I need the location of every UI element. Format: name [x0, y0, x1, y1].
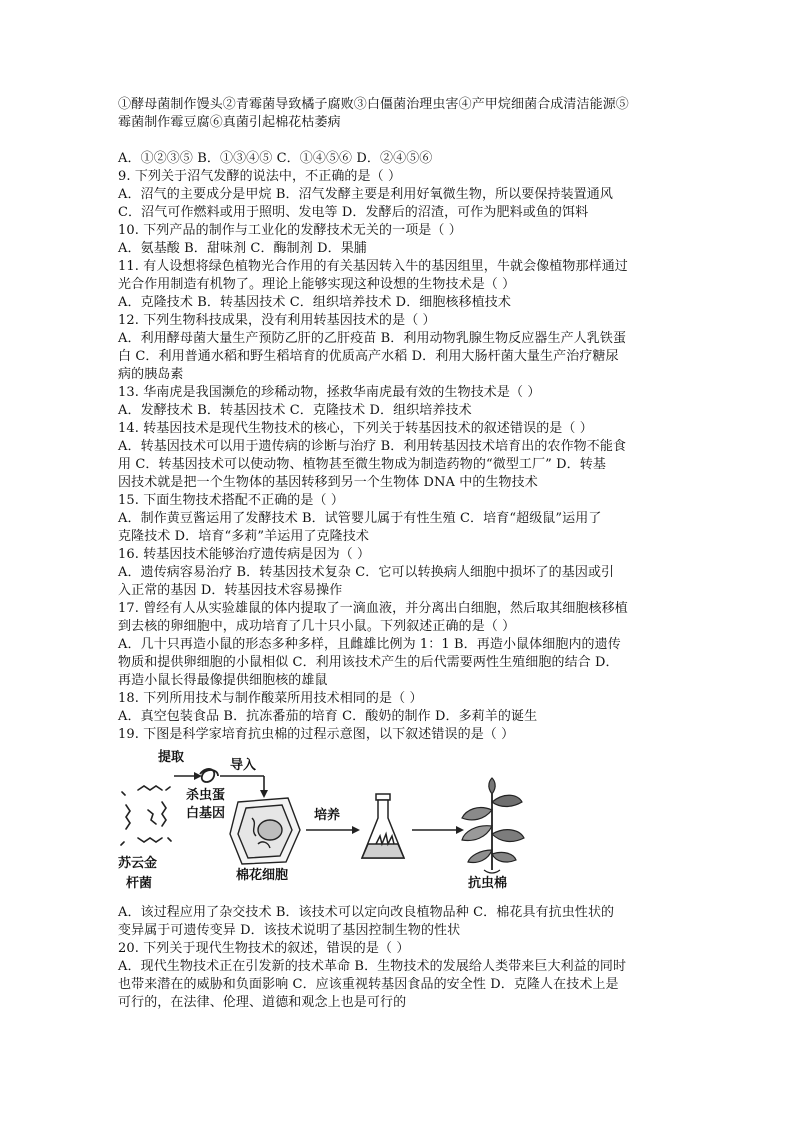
text-line: 变异属于可遗传变异 D．该技术说明了基因控制生物的性状	[118, 923, 461, 938]
text-line: A．利用酵母菌大量生产预防乙肝的乙肝疫苗 B．利用动物乳腺生物反应器生产人乳铁蛋	[118, 331, 627, 346]
text-line: 入正常的基因 D．转基因技术容易操作	[118, 583, 343, 598]
text-line: 16. 转基因技术能够治疗遗传病是因为（ ）	[118, 547, 371, 562]
text-line: 19. 下图是科学家培育抗虫棉的过程示意图，以下叙述错误的是（ ）	[118, 727, 515, 742]
text-line: 物质和提供卵细胞的小鼠相似 C．利用该技术产生的后代需要两性生殖细胞的结合 D．	[118, 655, 619, 670]
label-gene-line1: 杀虫蛋	[186, 788, 226, 803]
text-line: A．转基因技术可以用于遗传病的诊断与治疗 B．利用转基因技术培育出的农作物不能食	[118, 439, 627, 454]
text-line: 可行的，在法律、伦理、道德和观念上也是可行的	[118, 995, 407, 1010]
text-line: 光合作用制造有机物了。理论上能够实现这种设想的生物技术是（ ）	[118, 277, 516, 292]
text-line: A．①②③⑤ B．①③④⑤ C．①④⑤⑥ D．②④⑤⑥	[118, 151, 433, 166]
text-line: 克隆技术 D．培育“多莉”羊运用了克隆技术	[118, 529, 369, 544]
questions-block	[118, 150, 680, 744]
text-line: 14. 转基因技术是现代生物技术的核心，下列关于转基因技术的叙述错误的是（ ）	[118, 421, 593, 436]
label-bacteria-line1: 苏云金	[118, 856, 158, 871]
questions-block-bottom	[118, 904, 680, 1012]
text-line: 15. 下面生物技术搭配不正确的是（ ）	[118, 493, 344, 508]
text-line: A．沼气的主要成分是甲烷 B．沼气发酵主要是利用好氧微生物，所以要保持装置通风	[118, 187, 613, 202]
text-line: 13. 华南虎是我国濒危的珍稀动物，拯救华南虎最有效的生物技术是（ ）	[118, 385, 541, 400]
text-line: A．制作黄豆酱运用了发酵技术 B．试管婴儿属于有性生殖 C．培育“超级鼠”运用了	[118, 511, 602, 526]
bacteria-icon	[121, 786, 171, 845]
question-8-statements	[118, 96, 680, 132]
label-gene-line2: 白基因	[186, 806, 226, 821]
culture-flask-icon	[362, 794, 404, 858]
text-line: 再造小鼠长得最像提供细胞核的雄鼠	[118, 673, 328, 688]
text-line: 也带来潜在的威胁和负面影响 C．应该重视转基因食品的安全性 D．克隆人在技术上是	[118, 977, 619, 992]
text-line: A．克隆技术 B．转基因技术 C．组织培养技术 D．细胞核移植技术	[118, 295, 512, 310]
label-culture: 培养	[314, 808, 341, 823]
text-line: A．该过程应用了杂交技术 B．该技术可以定向改良植物品种 C．棉花具有抗虫性状的	[118, 905, 615, 920]
text-line: A．真空包装食品 B．抗冻番茄的培育 C．酸奶的制作 D．多莉羊的诞生	[118, 709, 538, 724]
label-insect-resistant-cotton: 抗虫棉	[468, 876, 508, 891]
text-line: 霉菌制作霉豆腐⑥真菌引起棉花枯萎病	[118, 115, 341, 130]
text-line: ①酵母菌制作馒头②青霉菌导致橘子腐败③白僵菌治理虫害④产甲烷细菌合成清洁能源⑤	[118, 97, 629, 112]
insect-resistant-cotton-diagram	[118, 750, 680, 900]
label-import: 导入	[230, 758, 257, 773]
text-line: 因技术就是把一个生物体的基因转移到另一个生物体 DNA 中的生物技术	[118, 475, 538, 490]
text-line: 白 C．利用普通水稻和野生稻培育的优质高产水稻 D．利用大肠杆菌大量生产治疗糖尿	[118, 349, 619, 364]
label-extract: 提取	[158, 750, 185, 765]
gene-coil-icon	[200, 769, 218, 782]
text-line: 18. 下列所用技术与制作酸菜所用技术相同的是（ ）	[118, 691, 423, 706]
text-line: A．几十只再造小鼠的形态多种多样，且雌雄比例为 1：1 B．再造小鼠体细胞内的遗传	[118, 637, 621, 652]
text-line: 12. 下列生物科技成果，没有利用转基因技术的是（ ）	[118, 313, 436, 328]
text-line: C．沼气可作燃料或用于照明、发电等 D．发酵后的沼渣，可作为肥料或鱼的饵料	[118, 205, 589, 220]
text-line: A．发酵技术 B．转基因技术 C．克隆技术 D．组织培养技术	[118, 403, 472, 418]
text-line: 9. 下列关于沼气发酵的说法中，不正确的是（ ）	[118, 169, 402, 184]
document-page	[118, 96, 680, 1012]
text-line: 病的胰岛素	[118, 367, 184, 382]
text-line: A．氨基酸 B．甜味剂 C．酶制剂 D．果脯	[118, 241, 367, 256]
process-illustration	[118, 750, 680, 900]
text-line: 用 C．转基因技术可以使动物、植物甚至微生物成为制造药物的“微型工厂” D．转基	[118, 457, 606, 472]
label-cotton-cell: 棉花细胞	[236, 868, 289, 883]
cotton-plant-icon	[462, 778, 524, 873]
spacer	[118, 132, 680, 150]
text-line: 11. 有人设想将绿色植物光合作用的有关基因转入牛的基因组里，牛就会像植物那样通过	[118, 259, 628, 274]
label-bacteria-line2: 杆菌	[126, 876, 153, 891]
text-line: A．现代生物技术正在引发新的技术革命 B．生物技术的发展给人类带来巨大利益的同时	[118, 959, 627, 974]
text-line: 20. 下列关于现代生物技术的叙述，错误的是（ ）	[118, 941, 410, 956]
text-line: 到去核的卵细胞中，成功培育了几十只小鼠。下列叙述正确的是（ ）	[118, 619, 516, 634]
text-line: 17. 曾经有人从实验雄鼠的体内提取了一滴血液，并分离出白细胞，然后取其细胞核移植	[118, 601, 628, 616]
text-line: A．遗传病容易治疗 B．转基因技术复杂 C．它可以转换病人细胞中损坏了的基因或引	[118, 565, 615, 580]
cotton-cell-icon	[230, 798, 300, 864]
text-line: 10. 下列产品的制作与工业化的发酵技术无关的一项是（ ）	[118, 223, 462, 238]
